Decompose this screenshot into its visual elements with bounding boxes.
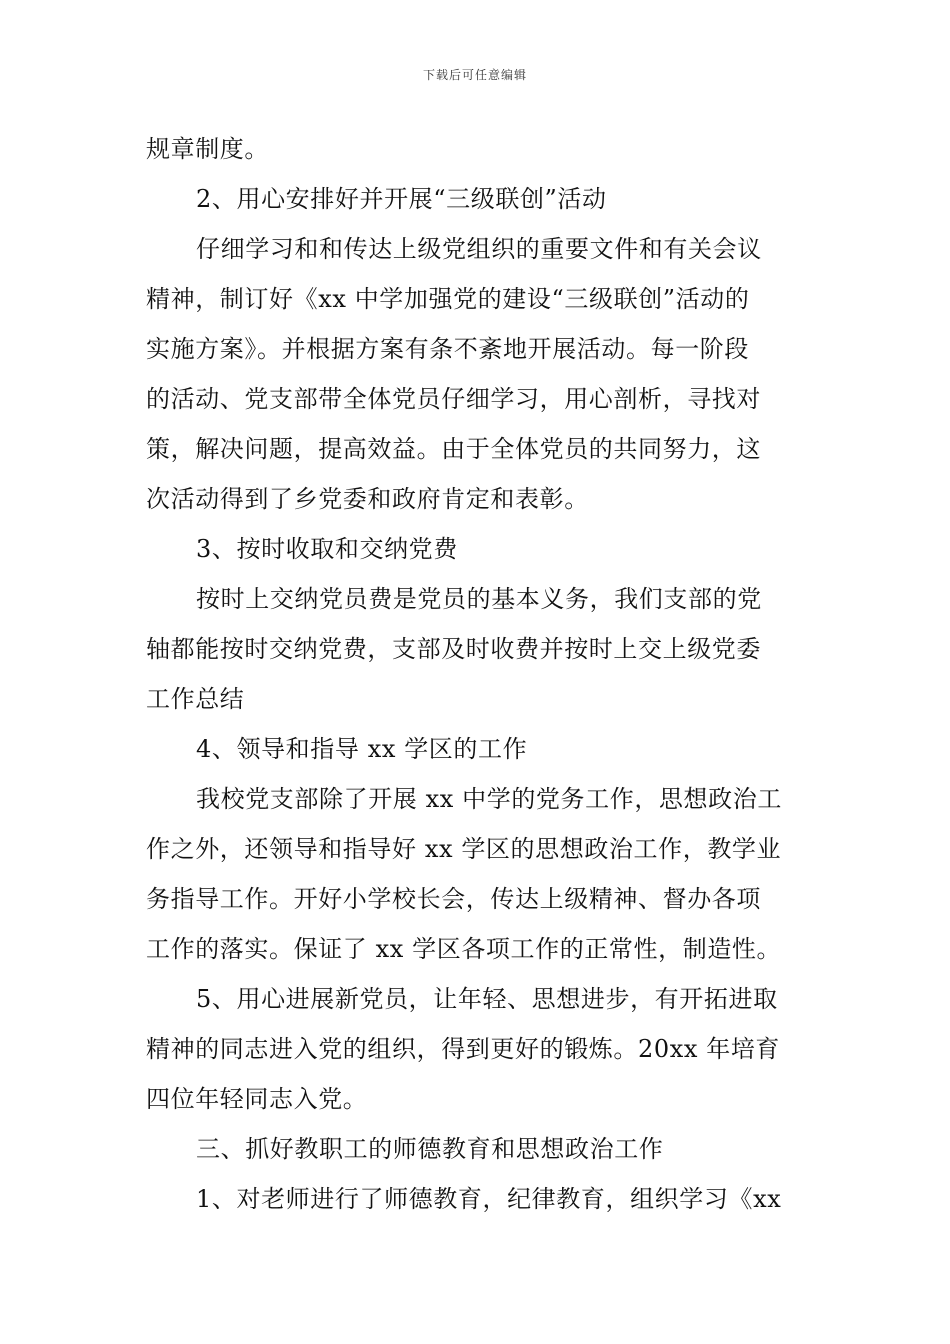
- text-line: 3、按时收取和交纳党费: [196, 535, 458, 563]
- text-line: 轴都能按时交纳党费，支部及时收费并按时上交上级党委: [146, 635, 761, 663]
- text-line: 5、用心进展新党员，让年轻、思想进步，有开拓进取: [196, 985, 778, 1013]
- text-line: 精神，制订好《xx 中学加强党的建设“三级联创”活动的: [146, 285, 750, 313]
- text-line: 2、用心安排好并开展“三级联创”活动: [196, 185, 607, 213]
- page-header: 下载后可任意编辑: [422, 68, 527, 82]
- text-line: 的活动、党支部带全体党员仔细学习，用心剖析，寻找对: [146, 385, 761, 413]
- text-line: 作之外，还领导和指导好 xx 学区的思想政治工作，教学业: [146, 835, 782, 863]
- text-line: 务指导工作。开好小学校长会，传达上级精神、督办各项: [146, 885, 761, 913]
- text-line: 精神的同志进入党的组织，得到更好的锻炼。20xx 年培育: [146, 1035, 781, 1063]
- text-line: 次活动得到了乡党委和政府肯定和表彰。: [146, 485, 589, 513]
- text-line: 仔细学习和和传达上级党组织的重要文件和有关会议: [196, 235, 762, 263]
- text-line: 我校党支部除了开展 xx 中学的党务工作，思想政治工: [196, 785, 782, 813]
- text-line: 工作的落实。保证了 xx 学区各项工作的正常性，制造性。: [146, 935, 782, 963]
- document-body: [146, 124, 810, 1224]
- text-line: 按时上交纳党员费是党员的基本义务，我们支部的党: [196, 585, 762, 613]
- text-line: 4、领导和指导 xx 学区的工作: [196, 735, 528, 763]
- text-line: 策，解决问题，提高效益。由于全体党员的共同努力，这: [146, 435, 761, 463]
- text-line: 三、抓好教职工的师德教育和思想政治工作: [196, 1135, 664, 1163]
- text-line: 实施方案》。并根据方案有条不紊地开展活动。每一阶段: [146, 335, 749, 363]
- text-line: 规章制度。: [146, 135, 269, 163]
- text-line: 工作总结: [146, 685, 245, 713]
- text-line: 四位年轻同志入党。: [146, 1085, 368, 1113]
- text-line: 1、对老师进行了师德教育，纪律教育，组织学习《xx: [196, 1185, 782, 1213]
